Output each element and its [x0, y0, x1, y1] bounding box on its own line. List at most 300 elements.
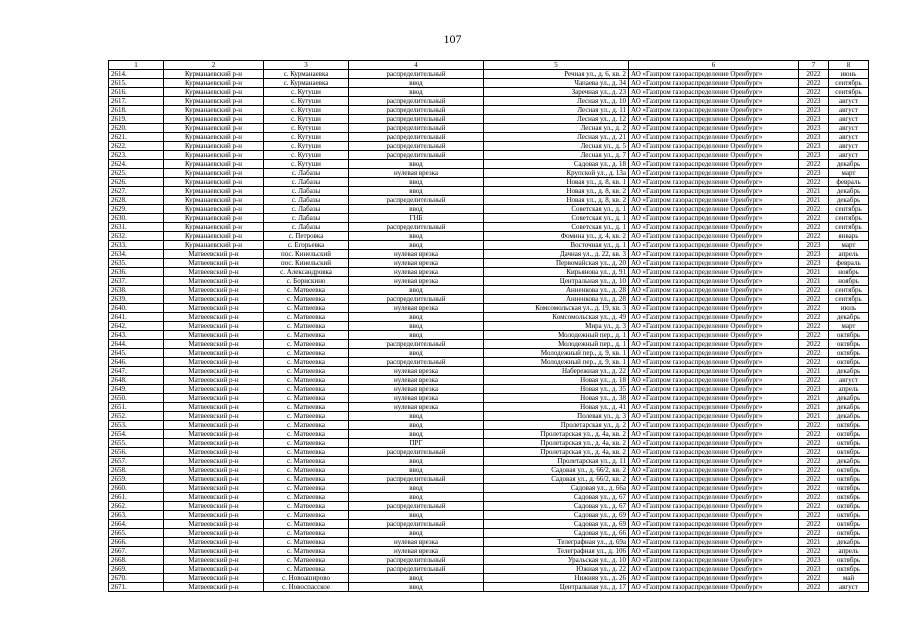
table-row	[109, 295, 869, 304]
work-type-cell: распределительный	[349, 124, 484, 133]
organization-cell: АО «Газпром газораспределение Оренбург»	[629, 79, 799, 88]
table-row	[109, 574, 869, 583]
month-cell: май	[829, 574, 869, 583]
row-number-cell: 2622.	[109, 142, 164, 151]
table-row	[109, 196, 869, 205]
district-cell: Матвеевский р-н	[164, 367, 264, 376]
year-cell: 2022	[799, 574, 829, 583]
settlement-cell: с. Александровка	[264, 268, 349, 277]
organization-cell: АО «Газпром газораспределение Оренбург»	[629, 376, 799, 385]
district-cell: Матвеевский р-н	[164, 403, 264, 412]
district-cell: Матвеевский р-н	[164, 538, 264, 547]
settlement-cell: с. Лабазы	[264, 196, 349, 205]
month-cell: апрель	[829, 250, 869, 259]
row-number-cell: 2619.	[109, 115, 164, 124]
organization-cell: АО «Газпром газораспределение Оренбург»	[629, 331, 799, 340]
month-cell: декабрь	[829, 196, 869, 205]
work-type-cell: нулевая врезка	[349, 547, 484, 556]
month-cell: декабрь	[829, 403, 869, 412]
work-type-cell: распределительный	[349, 223, 484, 232]
year-cell: 2021	[799, 187, 829, 196]
settlement-cell: с. Матвеевка	[264, 358, 349, 367]
table-row	[109, 340, 869, 349]
settlement-cell: с. Борискино	[264, 277, 349, 286]
settlement-cell: с. Новоаширово	[264, 574, 349, 583]
row-number-cell: 2617.	[109, 97, 164, 106]
settlement-cell: с. Матвеевка	[264, 394, 349, 403]
row-number-cell: 2644.	[109, 340, 164, 349]
work-type-cell: ввод	[349, 349, 484, 358]
address-cell: Восточная ул., д. 1	[484, 241, 629, 250]
year-cell: 2022	[799, 232, 829, 241]
month-cell: февраль	[829, 259, 869, 268]
table-body	[109, 61, 869, 592]
address-cell: Дачная ул., д. 22, кв. 3	[484, 250, 629, 259]
settlement-cell: с. Матвеевка	[264, 295, 349, 304]
address-cell: Молодежный пер., д. 1	[484, 340, 629, 349]
organization-cell: АО «Газпром газораспределение Оренбург»	[629, 196, 799, 205]
row-number-cell: 2660.	[109, 484, 164, 493]
year-cell: 2022	[799, 376, 829, 385]
work-type-cell: ввод	[349, 286, 484, 295]
district-cell: Матвеевский р-н	[164, 430, 264, 439]
organization-cell: АО «Газпром газораспределение Оренбург»	[629, 340, 799, 349]
organization-cell: АО «Газпром газораспределение Оренбург»	[629, 115, 799, 124]
month-cell: сентябрь	[829, 214, 869, 223]
year-cell: 2023	[799, 250, 829, 259]
month-cell: октябрь	[829, 484, 869, 493]
organization-cell: АО «Газпром газораспределение Оренбург»	[629, 484, 799, 493]
settlement-cell: с. Лабазы	[264, 187, 349, 196]
district-cell: Матвеевский р-н	[164, 259, 264, 268]
row-number-cell: 2625.	[109, 169, 164, 178]
year-cell: 2023	[799, 133, 829, 142]
organization-cell: АО «Газпром газораспределение Оренбург»	[629, 466, 799, 475]
organization-cell: АО «Газпром газораспределение Оренбург»	[629, 151, 799, 160]
settlement-cell: с. Матвеевка	[264, 385, 349, 394]
organization-cell: АО «Газпром газораспределение Оренбург»	[629, 430, 799, 439]
address-cell: Новая ул., д. 35	[484, 385, 629, 394]
district-cell: Курманаевский р-н	[164, 196, 264, 205]
month-cell: декабрь	[829, 367, 869, 376]
work-type-cell: распределительный	[349, 151, 484, 160]
year-cell: 2022	[799, 502, 829, 511]
settlement-cell: с. Матвеевка	[264, 556, 349, 565]
address-cell: Лесная ул., д. 2	[484, 124, 629, 133]
row-number-cell: 2642.	[109, 322, 164, 331]
month-cell: июнь	[829, 70, 869, 79]
year-cell: 2022	[799, 340, 829, 349]
row-number-cell: 2653.	[109, 421, 164, 430]
work-type-cell: ввод	[349, 457, 484, 466]
table-row	[109, 529, 869, 538]
organization-cell: АО «Газпром газораспределение Оренбург»	[629, 457, 799, 466]
month-cell: сентябрь	[829, 205, 869, 214]
work-type-cell: нулевая врезка	[349, 367, 484, 376]
organization-cell: АО «Газпром газораспределение Оренбург»	[629, 277, 799, 286]
settlement-cell: с. Матвеевка	[264, 448, 349, 457]
settlement-cell: с. Матвеевка	[264, 493, 349, 502]
district-cell: Матвеевский р-н	[164, 502, 264, 511]
organization-cell: АО «Газпром газораспределение Оренбург»	[629, 574, 799, 583]
district-cell: Матвеевский р-н	[164, 340, 264, 349]
row-number-cell: 2616.	[109, 88, 164, 97]
table-row	[109, 484, 869, 493]
work-type-cell: нулевая врезка	[349, 277, 484, 286]
work-type-cell: ввод	[349, 430, 484, 439]
row-number-cell: 2620.	[109, 124, 164, 133]
address-cell: Садовая ул., д. 66а	[484, 484, 629, 493]
year-cell: 2023	[799, 97, 829, 106]
year-cell: 2023	[799, 385, 829, 394]
settlement-cell: с. Матвеевка	[264, 367, 349, 376]
organization-cell: АО «Газпром газораспределение Оренбург»	[629, 205, 799, 214]
month-cell: октябрь	[829, 565, 869, 574]
settlement-cell: с. Матвеевка	[264, 313, 349, 322]
settlement-cell: с. Кутуши	[264, 142, 349, 151]
address-cell: Центральная ул., д. 17	[484, 583, 629, 592]
table-row	[109, 160, 869, 169]
column-number: 1	[109, 61, 164, 70]
district-cell: Матвеевский р-н	[164, 583, 264, 592]
address-cell: Комсомольская ул., д. 49	[484, 313, 629, 322]
records-table	[108, 60, 869, 592]
settlement-cell: с. Матвеевка	[264, 502, 349, 511]
work-type-cell: нулевая врезка	[349, 250, 484, 259]
organization-cell: АО «Газпром газораспределение Оренбург»	[629, 502, 799, 511]
settlement-cell: с. Матвеевка	[264, 349, 349, 358]
district-cell: Матвеевский р-н	[164, 484, 264, 493]
organization-cell: АО «Газпром газораспределение Оренбург»	[629, 475, 799, 484]
address-cell: Садовая ул., д. 66/2, кв. 2	[484, 475, 629, 484]
settlement-cell: с. Кутуши	[264, 88, 349, 97]
year-cell: 2022	[799, 430, 829, 439]
work-type-cell: нулевая врезка	[349, 259, 484, 268]
settlement-cell: с. Матвеевка	[264, 322, 349, 331]
organization-cell: АО «Газпром газораспределение Оренбург»	[629, 214, 799, 223]
work-type-cell: ввод	[349, 322, 484, 331]
month-cell: декабрь	[829, 160, 869, 169]
table-row	[109, 205, 869, 214]
column-number: 3	[264, 61, 349, 70]
table-row	[109, 259, 869, 268]
district-cell: Курманаевский р-н	[164, 178, 264, 187]
organization-cell: АО «Газпром газораспределение Оренбург»	[629, 412, 799, 421]
address-cell: Телеграфная ул., д. 69а	[484, 538, 629, 547]
row-number-cell: 2638.	[109, 286, 164, 295]
year-cell: 2023	[799, 151, 829, 160]
row-number-cell: 2633.	[109, 241, 164, 250]
month-cell: октябрь	[829, 466, 869, 475]
table-row	[109, 223, 869, 232]
row-number-cell: 2662.	[109, 502, 164, 511]
district-cell: Курманаевский р-н	[164, 97, 264, 106]
year-cell: 2022	[799, 79, 829, 88]
work-type-cell: ввод	[349, 205, 484, 214]
year-cell: 2022	[799, 520, 829, 529]
table-row	[109, 70, 869, 79]
table-row	[109, 142, 869, 151]
month-cell: сентябрь	[829, 79, 869, 88]
district-cell: Матвеевский р-н	[164, 466, 264, 475]
month-cell: декабрь	[829, 394, 869, 403]
address-cell: Полевая ул., д. 3	[484, 412, 629, 421]
district-cell: Матвеевский р-н	[164, 304, 264, 313]
row-number-cell: 2667.	[109, 547, 164, 556]
year-cell: 2022	[799, 160, 829, 169]
organization-cell: АО «Газпром газораспределение Оренбург»	[629, 142, 799, 151]
district-cell: Матвеевский р-н	[164, 322, 264, 331]
table-row	[109, 79, 869, 88]
district-cell: Матвеевский р-н	[164, 457, 264, 466]
month-cell: декабрь	[829, 412, 869, 421]
settlement-cell: с. Матвеевка	[264, 304, 349, 313]
month-cell: октябрь	[829, 421, 869, 430]
year-cell: 2021	[799, 538, 829, 547]
month-cell: октябрь	[829, 340, 869, 349]
organization-cell: АО «Газпром газораспределение Оренбург»	[629, 556, 799, 565]
work-type-cell: распределительный	[349, 358, 484, 367]
settlement-cell: с. Кутуши	[264, 106, 349, 115]
address-cell: Советская ул., д. 1	[484, 223, 629, 232]
year-cell: 2022	[799, 493, 829, 502]
work-type-cell: ввод	[349, 574, 484, 583]
table-row	[109, 421, 869, 430]
year-cell: 2023	[799, 565, 829, 574]
work-type-cell: распределительный	[349, 565, 484, 574]
work-type-cell: нулевая врезка	[349, 169, 484, 178]
address-cell: Лесная ул., д. 12	[484, 115, 629, 124]
row-number-cell: 2670.	[109, 574, 164, 583]
row-number-cell: 2639.	[109, 295, 164, 304]
work-type-cell: нулевая врезка	[349, 538, 484, 547]
work-type-cell: распределительный	[349, 520, 484, 529]
table-row	[109, 88, 869, 97]
settlement-cell: с. Лабазы	[264, 178, 349, 187]
settlement-cell: с. Кутуши	[264, 97, 349, 106]
district-cell: Курманаевский р-н	[164, 205, 264, 214]
organization-cell: АО «Газпром газораспределение Оренбург»	[629, 313, 799, 322]
work-type-cell: ввод	[349, 241, 484, 250]
row-number-cell: 2646.	[109, 358, 164, 367]
settlement-cell: с. Матвеевка	[264, 475, 349, 484]
address-cell: Анненкова ул., д. 28	[484, 286, 629, 295]
table-row	[109, 511, 869, 520]
table-row	[109, 214, 869, 223]
year-cell: 2021	[799, 277, 829, 286]
row-number-cell: 2666.	[109, 538, 164, 547]
work-type-cell: ПРГ	[349, 439, 484, 448]
address-cell: Советская ул., д. 1	[484, 205, 629, 214]
address-cell: Садовая ул., д. 67	[484, 493, 629, 502]
address-cell: Садовая ул., д. 18	[484, 160, 629, 169]
column-number-row	[109, 61, 869, 70]
year-cell: 2021	[799, 268, 829, 277]
work-type-cell: нулевая врезка	[349, 394, 484, 403]
row-number-cell: 2655.	[109, 439, 164, 448]
year-cell: 2022	[799, 223, 829, 232]
organization-cell: АО «Газпром газораспределение Оренбург»	[629, 160, 799, 169]
address-cell: Советская ул., д. 1	[484, 214, 629, 223]
year-cell: 2022	[799, 88, 829, 97]
work-type-cell: ввод	[349, 466, 484, 475]
organization-cell: АО «Газпром газораспределение Оренбург»	[629, 133, 799, 142]
address-cell: Уральская ул., д. 10	[484, 556, 629, 565]
table-row	[109, 133, 869, 142]
row-number-cell: 2661.	[109, 493, 164, 502]
organization-cell: АО «Газпром газораспределение Оренбург»	[629, 259, 799, 268]
month-cell: ноябрь	[829, 277, 869, 286]
table-row	[109, 349, 869, 358]
organization-cell: АО «Газпром газораспределение Оренбург»	[629, 322, 799, 331]
year-cell: 2023	[799, 124, 829, 133]
address-cell: Речная ул., д. 6, кв. 2	[484, 70, 629, 79]
month-cell: октябрь	[829, 430, 869, 439]
work-type-cell: нулевая врезка	[349, 385, 484, 394]
month-cell: август	[829, 583, 869, 592]
address-cell: Пролетарская ул., д. 2	[484, 421, 629, 430]
district-cell: Матвеевский р-н	[164, 331, 264, 340]
month-cell: ноябрь	[829, 268, 869, 277]
work-type-cell: ввод	[349, 511, 484, 520]
district-cell: Матвеевский р-н	[164, 376, 264, 385]
district-cell: Матвеевский р-н	[164, 277, 264, 286]
organization-cell: АО «Газпром газораспределение Оренбург»	[629, 304, 799, 313]
organization-cell: АО «Газпром газораспределение Оренбург»	[629, 295, 799, 304]
row-number-cell: 2654.	[109, 430, 164, 439]
district-cell: Матвеевский р-н	[164, 439, 264, 448]
address-cell: Комсомольская ул., д. 19, кв. 3	[484, 304, 629, 313]
row-number-cell: 2627.	[109, 187, 164, 196]
work-type-cell: распределительный	[349, 340, 484, 349]
year-cell: 2023	[799, 106, 829, 115]
table-row	[109, 241, 869, 250]
table-row	[109, 430, 869, 439]
table-row	[109, 322, 869, 331]
district-cell: Матвеевский р-н	[164, 574, 264, 583]
row-number-cell: 2623.	[109, 151, 164, 160]
row-number-cell: 2632.	[109, 232, 164, 241]
row-number-cell: 2640.	[109, 304, 164, 313]
row-number-cell: 2645.	[109, 349, 164, 358]
table-row	[109, 178, 869, 187]
address-cell: Лесная ул., д. 7	[484, 151, 629, 160]
year-cell: 2023	[799, 556, 829, 565]
row-number-cell: 2647.	[109, 367, 164, 376]
address-cell: Молодежный пер., д. 9, кв. 1	[484, 349, 629, 358]
table-row	[109, 115, 869, 124]
district-cell: Курманаевский р-н	[164, 106, 264, 115]
month-cell: июль	[829, 304, 869, 313]
work-type-cell: распределительный	[349, 556, 484, 565]
organization-cell: АО «Газпром газораспределение Оренбург»	[629, 367, 799, 376]
work-type-cell: ввод	[349, 178, 484, 187]
month-cell: март	[829, 169, 869, 178]
organization-cell: АО «Газпром газораспределение Оренбург»	[629, 439, 799, 448]
row-number-cell: 2665.	[109, 529, 164, 538]
row-number-cell: 2659.	[109, 475, 164, 484]
row-number-cell: 2626.	[109, 178, 164, 187]
year-cell: 2022	[799, 529, 829, 538]
year-cell: 2022	[799, 583, 829, 592]
row-number-cell: 2618.	[109, 106, 164, 115]
district-cell: Курманаевский р-н	[164, 214, 264, 223]
table-row	[109, 268, 869, 277]
table-row	[109, 232, 869, 241]
work-type-cell: распределительный	[349, 115, 484, 124]
year-cell: 2023	[799, 259, 829, 268]
organization-cell: АО «Газпром газораспределение Оренбург»	[629, 358, 799, 367]
year-cell: 2021	[799, 196, 829, 205]
district-cell: Курманаевский р-н	[164, 169, 264, 178]
settlement-cell: с. Лабазы	[264, 223, 349, 232]
year-cell: 2022	[799, 484, 829, 493]
year-cell: 2022	[799, 304, 829, 313]
year-cell: 2022	[799, 421, 829, 430]
month-cell: сентябрь	[829, 88, 869, 97]
table-row	[109, 547, 869, 556]
address-cell: Телеграфная ул., д. 106	[484, 547, 629, 556]
settlement-cell: с. Матвеевка	[264, 430, 349, 439]
month-cell: декабрь	[829, 187, 869, 196]
table-row	[109, 106, 869, 115]
settlement-cell: с. Матвеевка	[264, 511, 349, 520]
district-cell: Матвеевский р-н	[164, 286, 264, 295]
work-type-cell: ввод	[349, 484, 484, 493]
month-cell: октябрь	[829, 493, 869, 502]
settlement-cell: с. Матвеевка	[264, 421, 349, 430]
work-type-cell: нулевая врезка	[349, 403, 484, 412]
address-cell: Садовая ул., д. 69	[484, 520, 629, 529]
row-number-cell: 2637.	[109, 277, 164, 286]
column-number: 8	[829, 61, 869, 70]
address-cell: Центральная ул., д. 10	[484, 277, 629, 286]
table-row	[109, 493, 869, 502]
work-type-cell: распределительный	[349, 133, 484, 142]
month-cell: октябрь	[829, 448, 869, 457]
address-cell: Садовая ул., д. 66	[484, 529, 629, 538]
settlement-cell: с. Матвеевка	[264, 376, 349, 385]
address-cell: Фомина ул., д. 4, кв. 2	[484, 232, 629, 241]
district-cell: Курманаевский р-н	[164, 241, 264, 250]
column-number: 6	[629, 61, 799, 70]
table-row	[109, 124, 869, 133]
district-cell: Матвеевский р-н	[164, 412, 264, 421]
row-number-cell: 2652.	[109, 412, 164, 421]
organization-cell: АО «Газпром газораспределение Оренбург»	[629, 394, 799, 403]
table-row	[109, 169, 869, 178]
row-number-cell: 2658.	[109, 466, 164, 475]
organization-cell: АО «Газпром газораспределение Оренбург»	[629, 250, 799, 259]
organization-cell: АО «Газпром газораспределение Оренбург»	[629, 511, 799, 520]
month-cell: апрель	[829, 385, 869, 394]
month-cell: сентябрь	[829, 286, 869, 295]
work-type-cell: распределительный	[349, 70, 484, 79]
address-cell: Лесная ул., д. 11	[484, 106, 629, 115]
address-cell: Первомайская ул., д. 20	[484, 259, 629, 268]
organization-cell: АО «Газпром газораспределение Оренбург»	[629, 70, 799, 79]
organization-cell: АО «Газпром газораспределение Оренбург»	[629, 223, 799, 232]
district-cell: Матвеевский р-н	[164, 421, 264, 430]
address-cell: Мира ул., д. 3	[484, 322, 629, 331]
table-row	[109, 304, 869, 313]
month-cell: март	[829, 241, 869, 250]
address-cell: Пролетарская ул., д. 4а, кв. 2	[484, 430, 629, 439]
month-cell: январь	[829, 232, 869, 241]
month-cell: сентябрь	[829, 223, 869, 232]
district-cell: Курманаевский р-н	[164, 133, 264, 142]
row-number-cell: 2669.	[109, 565, 164, 574]
